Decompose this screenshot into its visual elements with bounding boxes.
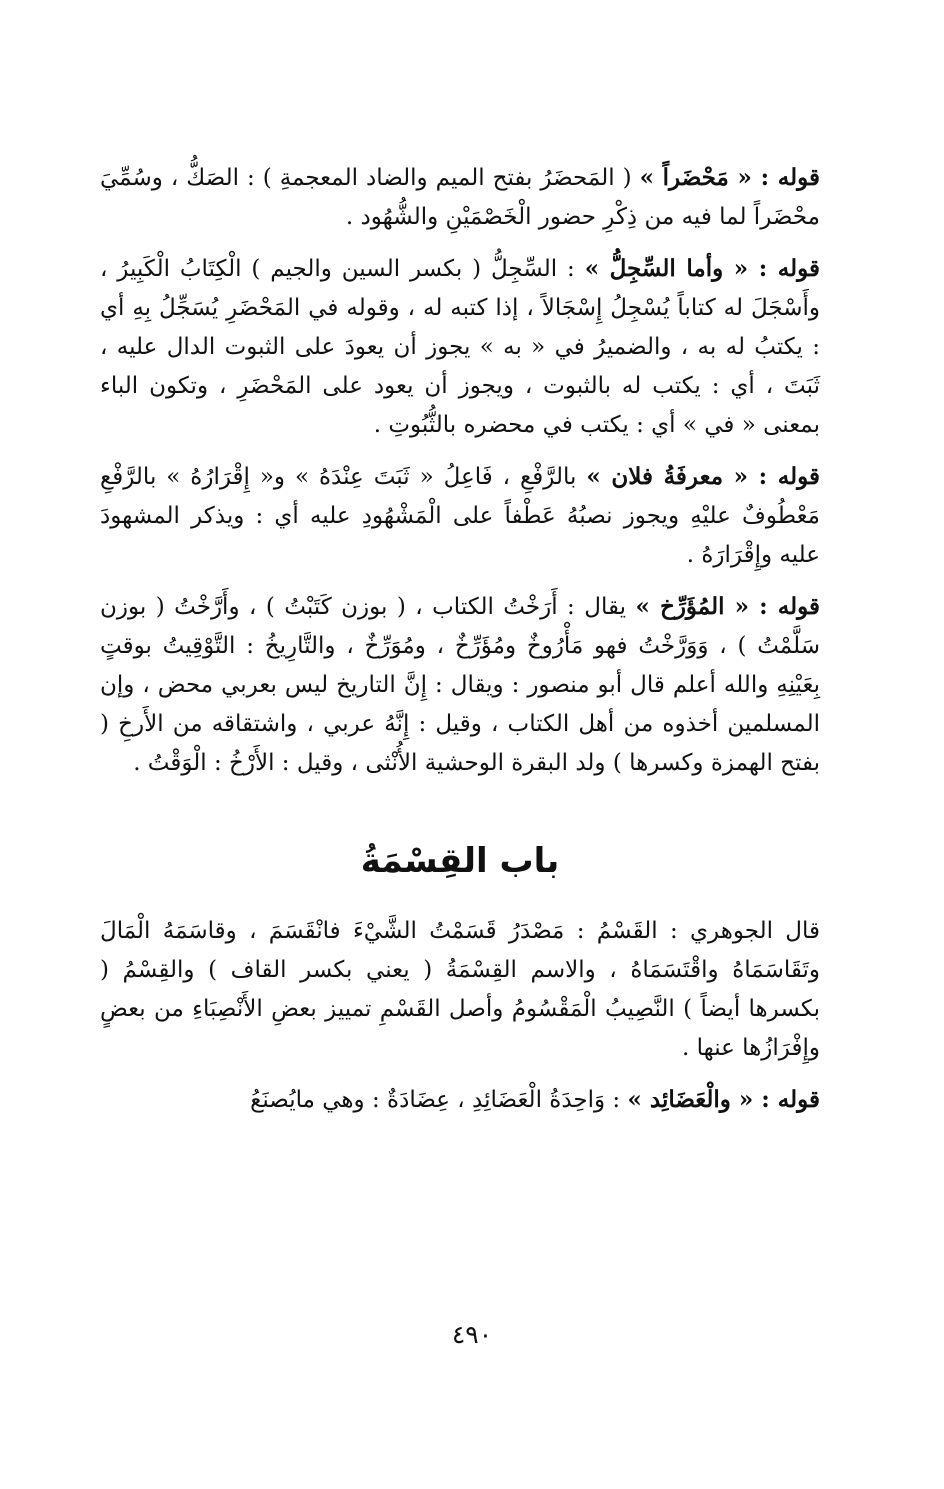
section-heading: باب القِسْمَةُ	[360, 841, 560, 881]
entry-lead: قوله : « والْعَضَائِد »	[627, 1086, 820, 1113]
entry-sijill	[100, 249, 820, 445]
document-page	[100, 158, 820, 1132]
entry-text: قال الجوهري : القَسْمُ : مَصْدَرُ قَسَمْتُ الشَّيْءَ فانْقَسَمَ ، وقاسَمَهُ الْمَالَ وتَقَاسَمَاهُ واقْتَسَمَاهُ ، والاسم القِسْمَةُ ( يعني بكسر القاف ) والقِسْمُ ( بكسرها أيضاً ) النَّصِيبُ الْمَقْسُومُ وأصل القَسْمِ تمييز بعضِ الأَنْصِبَاءِ من بعضٍ وإِفْرَازُها عنها .	[100, 918, 820, 1061]
entry-text: يقال : أَرَخْتُ الكتاب ، ( بوزن كَتَبْتُ ) ، وأَرَّخْتُ ( بوزن سَلَّمْتُ ) ، وَوَرَّخْتُ فهو مَأْرُوخٌ ومُؤَرِّخٌ ، ومُوَرِّخٌ ، والتَّارِيخُ : التَّوْقِيتُ بوقتٍ بِعَيْنِهِ والله أعلم قال أبو منصور : ويقال : إِنَّ التاريخ ليس بعربي محض ، وإن المسلمين أخذوه من أهل الكتاب ، وقيل : إِنَّهُ عربي ، واشتقاقه من الأَرخِ ( بفتح الهمزة وكسرها ) ولد البقرة الوحشية الأُنْثى ، وقيل : الأَرْخُ : الْوَقْتُ .	[100, 594, 820, 776]
entry-muarrikh	[100, 587, 820, 783]
page-number: ٤٩٠	[451, 1320, 493, 1349]
entry-mahdar	[100, 158, 820, 237]
entry-lead: قوله : « معرفَةُ فلان »	[586, 463, 821, 490]
section-intro	[100, 911, 820, 1068]
entry-lead: قوله : « مَحْضَراً »	[639, 164, 820, 191]
entry-text: : وَاحِدَةُ الْعَضَائِدِ ، عِضَادَةٌ : وهي مايُصنَعُ	[250, 1087, 628, 1113]
entry-text: بالرَّفْعِ ، فَاعِلُ « ثَبَتَ عِنْدَهُ » و« إِقْرَارُهُ » بالرَّفْعِ مَعْطُوفٌ عليْهِ ويجوز نصبُهُ عَطْفاً على الْمَشْهُودِ عليه أي : ويذكر المشهودَ عليه وإِقْرَارَهُ .	[100, 464, 820, 568]
entry-lead: قوله : « وأما السِّجِلُّ »	[584, 255, 820, 282]
entry-text: ( المَحضَرُ بفتح الميم والضاد المعجمةِ ) : الصَكُّ ، وسُمِّيَ محْضَراً لما فيه من ذِكْرِ حضور الْخَصْمَيْنِ والشُّهُود .	[100, 165, 820, 230]
entry-lead: قوله : « المُؤَرِّخ »	[635, 593, 821, 620]
entry-text: : السِّجِلُّ ( بكسر السين والجيم ) الْكِتَابُ الْكَبِيرُ ، وأَسْجَلَ له كتاباً يُسْجِلُ إِسْجَالاً ، إذا كتبه له ، وقوله في المَحْضَرِ يُسَجِّلُ بِهِ أي : يكتبُ له به ، والضميرُ في « به » يجوز أن يعودَ على الثبوت الدال عليه ، ثَبَتَ ، أي : يكتب له بالثبوت ، ويجوز أن يعود على المَحْضَرِ ، وتكون الباء بمعنى « في » أي : يكتب في محضره بالثُّبُوتِ .	[100, 256, 820, 438]
entry-adaid	[100, 1080, 820, 1120]
entry-marifat-fulan	[100, 457, 820, 575]
